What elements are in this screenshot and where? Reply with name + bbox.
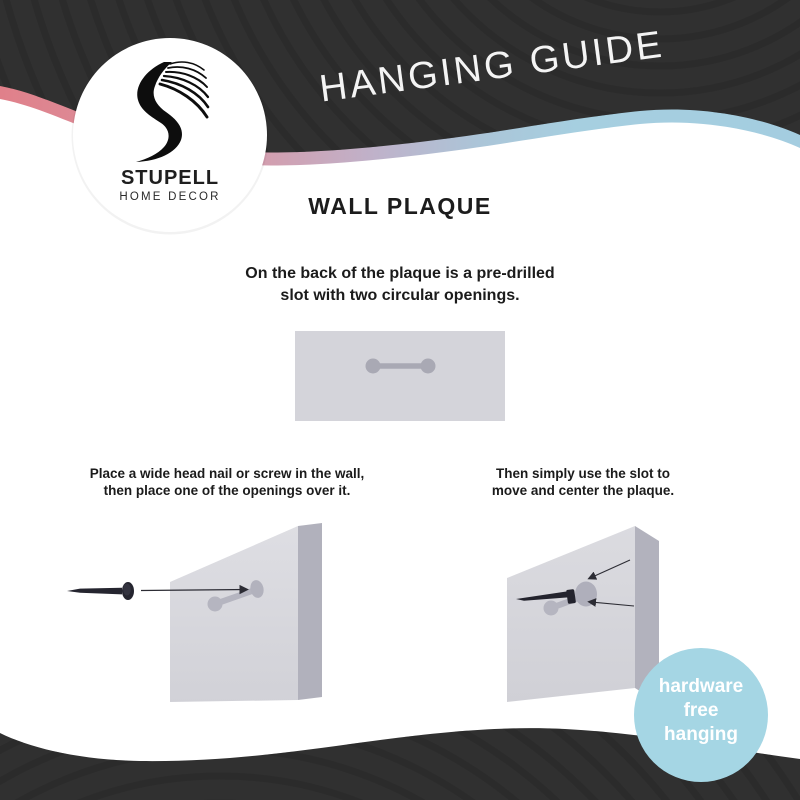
logo-brand-text: STUPELL <box>120 167 220 189</box>
intro-line-1: On the back of the plaque is a pre-drilled <box>245 265 555 282</box>
step1-caption <box>47 465 407 499</box>
badge-line-2: free <box>683 700 719 721</box>
step1-plaque-side <box>298 523 322 700</box>
intro-text <box>0 263 800 307</box>
plaque-back-illustration <box>295 331 505 421</box>
step2-caption <box>458 465 708 499</box>
hardware-free-badge <box>634 648 768 782</box>
step1-caption-line-2: then place one of the openings over it. <box>103 483 351 498</box>
plaque-back-panel <box>295 331 505 421</box>
section-title: WALL PLAQUE <box>308 193 492 219</box>
badge-line-1: hardware <box>658 676 744 697</box>
step1-illustration <box>67 523 322 702</box>
nail-icon <box>67 582 134 600</box>
page-title: HANGING GUIDE <box>317 23 667 111</box>
intro-line-2: slot with two circular openings. <box>280 287 520 304</box>
step1-plaque-face <box>170 526 298 702</box>
step2-caption-line-1: Then simply use the slot to <box>495 466 671 481</box>
step2-plaque-face <box>507 526 635 702</box>
badge-line-3: hanging <box>664 724 738 745</box>
step2-caption-line-2: move and center the plaque. <box>491 483 675 498</box>
logo-subtitle-text: HOME DECOR <box>119 191 221 203</box>
step1-caption-line-1: Place a wide head nail or screw in the wall, <box>89 466 365 481</box>
